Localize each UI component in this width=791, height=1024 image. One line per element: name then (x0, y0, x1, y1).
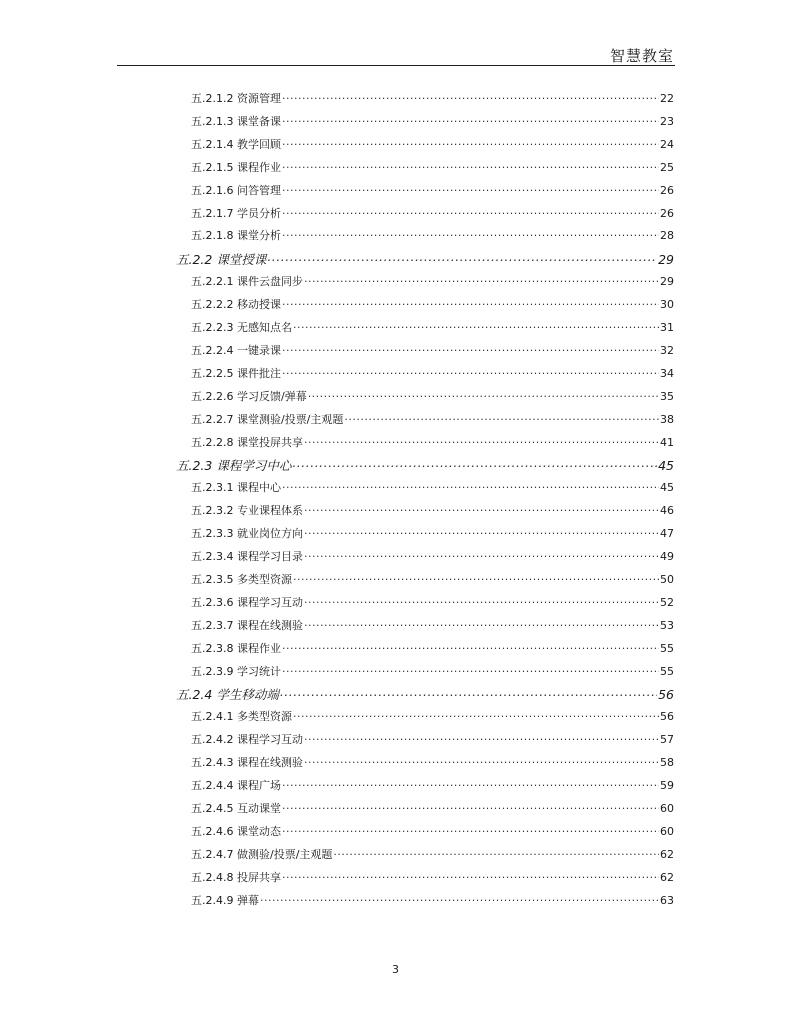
toc-entry[interactable] (191, 227, 674, 247)
toc-entry[interactable] (191, 365, 674, 385)
toc-dot-leader (344, 412, 659, 423)
toc-entry-title: 五.2.2.5 课件批注 (191, 366, 281, 380)
toc-dot-leader (282, 778, 659, 789)
toc-entry-page: 50 (660, 572, 674, 586)
toc-entry-title: 五.2.2.7 课堂测验/投票/主观题 (191, 412, 344, 426)
toc-entry-page: 52 (660, 595, 674, 609)
toc-entry[interactable] (191, 159, 674, 179)
toc-entry-page: 47 (660, 527, 674, 541)
toc-entry-title: 五.2.1.7 学员分析 (191, 206, 281, 220)
toc-entry-title: 五.2.4.4 课程广场 (191, 779, 281, 792)
header-rule (117, 65, 675, 66)
toc-dot-leader (282, 206, 659, 217)
toc-entry[interactable] (191, 708, 674, 728)
toc-entry-page: 62 (660, 847, 674, 861)
toc-entry-page: 53 (660, 618, 674, 632)
toc-dot-leader (282, 160, 659, 171)
toc-entry-page: 30 (660, 298, 674, 312)
toc-dot-leader (293, 320, 659, 331)
toc-entry[interactable] (191, 205, 674, 225)
toc-entry[interactable] (191, 571, 674, 591)
toc-entry[interactable] (191, 617, 674, 637)
toc-entry-title: 五.2.2.3 无感知点名 (191, 321, 292, 334)
toc-entry[interactable] (176, 456, 674, 476)
toc-entry[interactable] (191, 296, 674, 316)
toc-entry-title: 五.2.1.2 资源管理 (191, 92, 281, 105)
toc-entry[interactable] (191, 754, 674, 774)
toc-entry-title: 五.2.2.6 学习反馈/弹幕 (191, 389, 307, 403)
toc-entry-title: 五.2.3 课程学习中心 (176, 458, 292, 474)
toc-entry-page: 41 (660, 435, 674, 449)
toc-entry-title: 五.2.3.2 专业课程体系 (191, 504, 303, 518)
toc-dot-leader (282, 114, 659, 125)
toc-entry[interactable] (191, 273, 674, 293)
toc-dot-leader (267, 252, 657, 265)
toc-dot-leader (304, 595, 659, 606)
page-header-title: 智慧教室 (609, 47, 674, 65)
toc-entry-title: 五.2.2.8 课堂投屏共享 (191, 435, 303, 449)
toc-entry[interactable] (191, 846, 674, 866)
toc-entry[interactable] (191, 548, 674, 568)
toc-entry-title: 五.2.3.6 课程学习互动 (191, 595, 303, 609)
toc-entry-page: 56 (658, 687, 674, 703)
toc-entry-title: 五.2.2 课堂授课 (176, 252, 267, 268)
toc-entry[interactable] (191, 182, 674, 202)
toc-entry[interactable] (191, 525, 674, 545)
toc-entry-page: 26 (660, 206, 674, 220)
toc-dot-leader (282, 870, 659, 881)
toc-dot-leader (282, 366, 659, 377)
toc-entry-title: 五.2.4.5 互动课堂 (191, 801, 281, 815)
toc-entry-title: 五.2.1.5 课程作业 (191, 160, 281, 174)
toc-entry[interactable] (191, 90, 674, 110)
toc-entry-title: 五.2.3.1 课程中心 (191, 481, 281, 495)
toc-dot-leader (282, 297, 659, 308)
toc-dot-leader (304, 274, 659, 285)
toc-entry-page: 22 (660, 92, 674, 105)
toc-dot-leader (292, 458, 657, 471)
toc-entry-page: 55 (660, 641, 674, 655)
toc-dot-leader (280, 687, 657, 700)
toc-dot-leader (282, 480, 659, 491)
toc-entry-page: 25 (660, 160, 674, 174)
toc-dot-leader (282, 228, 659, 239)
toc-entry[interactable] (191, 731, 674, 751)
toc-entry-title: 五.2.4 学生移动端 (176, 687, 279, 703)
toc-entry[interactable] (176, 250, 674, 270)
toc-entry[interactable] (191, 342, 674, 362)
toc-dot-leader (282, 91, 659, 102)
toc-entry-page: 38 (660, 412, 674, 426)
toc-dot-leader (304, 435, 659, 446)
toc-entry[interactable] (191, 136, 674, 156)
toc-entry-title: 五.2.4.7 做测验/投票/主观题 (191, 847, 333, 861)
toc-entry-page: 35 (660, 389, 674, 403)
toc-entry-title: 五.2.2.4 一键录课 (191, 343, 281, 357)
toc-dot-leader (282, 664, 659, 675)
toc-entry-page: 28 (660, 229, 674, 243)
toc-entry[interactable] (191, 777, 674, 797)
toc-entry-page: 24 (660, 137, 674, 151)
toc-dot-leader (304, 526, 659, 537)
toc-dot-leader (282, 183, 659, 194)
toc-entry-title: 五.2.4.1 多类型资源 (191, 710, 292, 724)
toc-dot-leader (260, 893, 659, 904)
toc-entry-page: 58 (660, 756, 674, 770)
toc-dot-leader (282, 824, 659, 835)
toc-entry-page: 31 (660, 321, 674, 334)
toc-entry[interactable] (191, 892, 674, 912)
toc-entry-page: 26 (660, 183, 674, 197)
toc-dot-leader (304, 618, 659, 629)
page-number: 3 (392, 963, 399, 976)
toc-dot-leader (304, 503, 659, 514)
toc-dot-leader (333, 847, 659, 858)
toc-entry-title: 五.2.4.9 弹幕 (191, 893, 259, 907)
toc-entry-title: 五.2.4.6 课堂动态 (191, 824, 281, 838)
toc-entry[interactable] (191, 869, 674, 889)
toc-entry[interactable] (191, 479, 674, 499)
toc-dot-leader (293, 572, 659, 583)
toc-entry-page: 29 (658, 252, 674, 268)
toc-entry-page: 62 (660, 870, 674, 884)
toc-dot-leader (308, 389, 659, 400)
toc-entry-page: 46 (660, 504, 674, 518)
toc-dot-leader (304, 755, 659, 766)
toc-entry-title: 五.2.1.3 课堂备课 (191, 114, 281, 128)
toc-entry-title: 五.2.3.3 就业岗位方向 (191, 527, 303, 541)
toc-entry-page: 57 (660, 733, 674, 747)
toc-entry-title: 五.2.3.8 课程作业 (191, 641, 281, 655)
toc-entry-page: 49 (660, 550, 674, 563)
toc-entry-title: 五.2.1.8 课堂分析 (191, 229, 281, 243)
toc-dot-leader (282, 641, 659, 652)
toc-entry-page: 60 (660, 824, 674, 838)
toc-entry-page: 29 (660, 275, 674, 289)
toc-entry[interactable] (191, 594, 674, 614)
toc-entry[interactable] (191, 640, 674, 660)
toc-entry[interactable] (191, 113, 674, 133)
toc-entry-title: 五.2.3.5 多类型资源 (191, 572, 292, 586)
toc-entry-page: 63 (660, 893, 674, 907)
toc-entry[interactable] (191, 388, 674, 408)
toc-entry-page: 45 (658, 458, 674, 474)
toc-entry[interactable] (191, 663, 674, 683)
toc-entry-title: 五.2.2.2 移动授课 (191, 298, 281, 312)
toc-entry-page: 60 (660, 801, 674, 815)
toc-entry[interactable] (191, 319, 674, 339)
toc-entry[interactable] (191, 411, 674, 431)
toc-entry-title: 五.2.3.4 课程学习目录 (191, 550, 303, 563)
toc-entry-page: 34 (660, 366, 674, 380)
toc-entry[interactable] (191, 434, 674, 454)
toc-entry[interactable] (176, 685, 674, 705)
toc-entry-title: 五.2.1.4 教学回顾 (191, 137, 281, 151)
toc-entry-title: 五.2.3.7 课程在线测验 (191, 618, 303, 632)
toc-dot-leader (282, 801, 659, 812)
toc-entry-title: 五.2.4.3 课程在线测验 (191, 756, 303, 770)
toc-entry[interactable] (191, 502, 674, 522)
toc-dot-leader (282, 137, 659, 148)
toc-entry-page: 23 (660, 114, 674, 128)
toc-entry-title: 五.2.4.2 课程学习互动 (191, 733, 303, 747)
toc-entry-page: 32 (660, 343, 674, 357)
toc-dot-leader (293, 709, 659, 720)
toc-dot-leader (282, 343, 659, 354)
toc-entry-title: 五.2.3.9 学习统计 (191, 664, 281, 678)
toc-dot-leader (304, 732, 659, 743)
toc-entry-page: 45 (660, 481, 674, 495)
toc-entry-title: 五.2.4.8 投屏共享 (191, 870, 281, 884)
toc-entry-title: 五.2.1.6 问答管理 (191, 183, 281, 197)
toc-entry-page: 56 (660, 710, 674, 724)
toc-entry[interactable] (191, 800, 674, 820)
toc-dot-leader (304, 549, 659, 560)
toc-entry-page: 59 (660, 779, 674, 792)
toc-entry-page: 55 (660, 664, 674, 678)
toc-entry[interactable] (191, 823, 674, 843)
toc-entry-title: 五.2.2.1 课件云盘同步 (191, 275, 303, 289)
